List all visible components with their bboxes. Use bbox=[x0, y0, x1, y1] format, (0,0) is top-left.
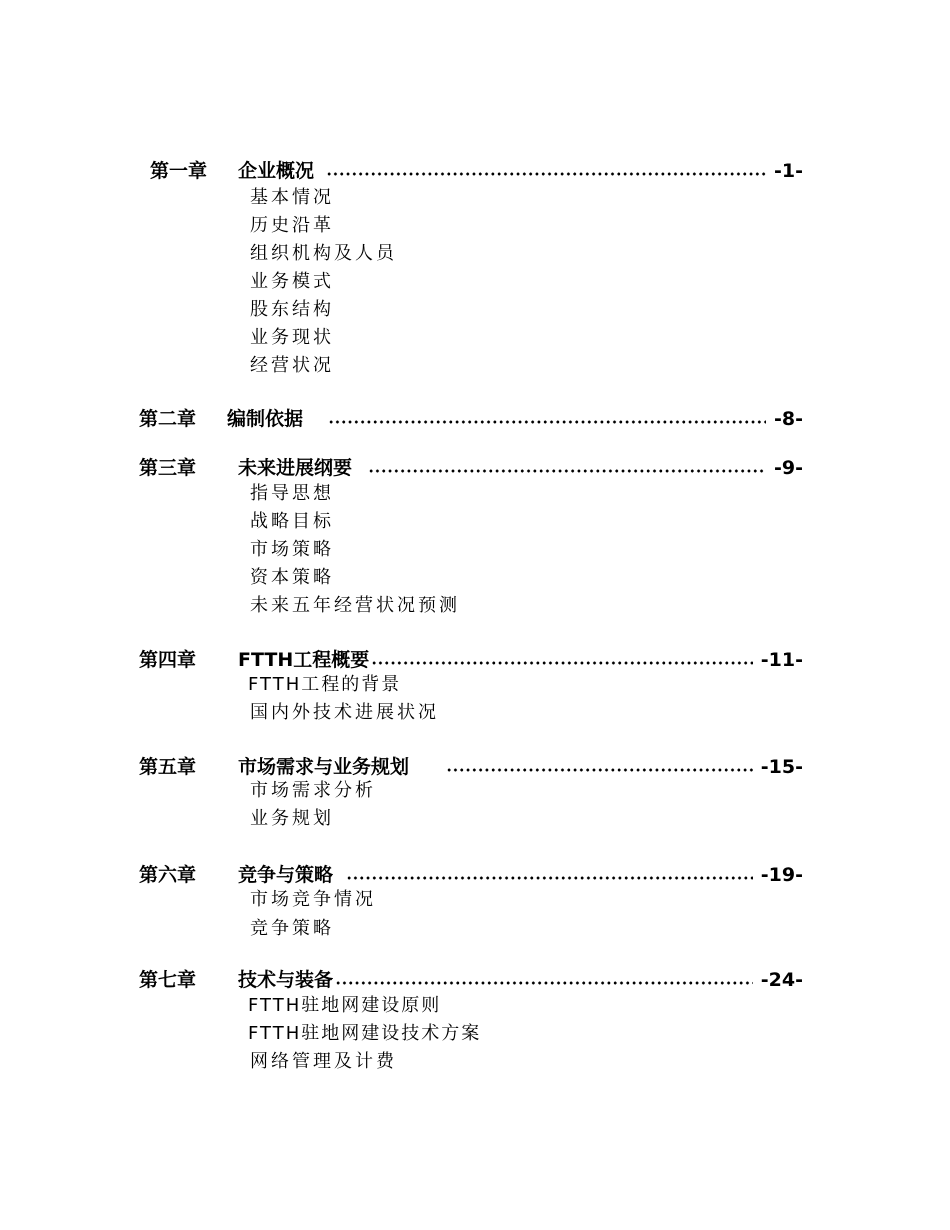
toc-section[interactable]: 业务现状 bbox=[250, 327, 334, 348]
toc-section[interactable]: 指导思想 bbox=[250, 483, 334, 504]
toc-section[interactable]: 经营状况 bbox=[250, 355, 334, 376]
chapter-page-number: -11- bbox=[760, 649, 803, 671]
chapter-title: 竞争与策略 bbox=[238, 864, 334, 886]
toc-section[interactable]: FTTH驻地网建设技术方案 bbox=[248, 1023, 482, 1044]
toc-chapter-1[interactable] bbox=[0, 158, 950, 184]
toc-section[interactable]: 战略目标 bbox=[250, 511, 334, 532]
chapter-number: 第四章 bbox=[139, 649, 197, 671]
toc-section[interactable]: 资本策略 bbox=[250, 567, 334, 588]
toc-section[interactable]: 股东结构 bbox=[250, 299, 334, 320]
toc-section[interactable]: 业务规划 bbox=[250, 808, 334, 829]
chapter-page-number: -24- bbox=[760, 969, 803, 991]
toc-section[interactable]: FTTH驻地网建设原则 bbox=[248, 995, 442, 1016]
chapter-page-number: -1- bbox=[774, 160, 803, 182]
toc-section[interactable]: 业务模式 bbox=[250, 271, 334, 292]
chapter-title: 市场需求与业务规划 bbox=[238, 756, 410, 778]
chapter-page-number: -9- bbox=[774, 457, 803, 479]
toc-section[interactable]: 组织机构及人员 bbox=[250, 243, 397, 264]
toc-chapter-4[interactable] bbox=[0, 647, 950, 673]
chapter-title: 企业概况 bbox=[238, 160, 315, 182]
dot-leader bbox=[328, 406, 766, 432]
chapter-title: 技术与装备 bbox=[238, 969, 334, 991]
chapter-title: 未来进展纲要 bbox=[238, 457, 353, 479]
toc-section[interactable]: FTTH工程的背景 bbox=[248, 674, 402, 695]
chapter-number: 第一章 bbox=[150, 160, 208, 182]
toc-section[interactable]: 竞争策略 bbox=[250, 918, 334, 939]
dot-leader bbox=[326, 158, 766, 184]
toc-chapter-6[interactable] bbox=[0, 862, 950, 888]
dot-leader bbox=[346, 862, 753, 888]
dot-leader bbox=[446, 754, 753, 780]
toc-section[interactable]: 市场需求分析 bbox=[250, 780, 376, 801]
chapter-page-number: -15- bbox=[760, 756, 803, 778]
chapter-number: 第二章 bbox=[139, 408, 197, 430]
toc-section[interactable]: 市场策略 bbox=[250, 539, 334, 560]
chapter-number: 第五章 bbox=[139, 756, 197, 778]
toc-section[interactable]: 国内外技术进展状况 bbox=[250, 702, 439, 723]
dot-leader bbox=[368, 455, 766, 481]
toc-chapter-5[interactable] bbox=[0, 754, 950, 780]
toc-section[interactable]: 历史沿革 bbox=[250, 215, 334, 236]
chapter-number: 第三章 bbox=[139, 457, 197, 479]
toc-chapter-7[interactable] bbox=[0, 967, 950, 993]
chapter-page-number: -19- bbox=[760, 864, 803, 886]
toc-chapter-3[interactable] bbox=[0, 455, 950, 481]
chapter-page-number: -8- bbox=[774, 408, 803, 430]
chapter-title: FTTH工程概要 bbox=[238, 649, 370, 671]
toc-chapter-2[interactable] bbox=[0, 406, 950, 432]
toc-section[interactable]: 未来五年经营状况预测 bbox=[250, 595, 460, 616]
chapter-number: 第七章 bbox=[139, 969, 197, 991]
toc-section[interactable]: 网络管理及计费 bbox=[250, 1051, 397, 1072]
toc-section[interactable]: 市场竞争情况 bbox=[250, 889, 376, 910]
dot-leader bbox=[371, 647, 753, 673]
toc-section[interactable]: 基本情况 bbox=[250, 187, 334, 208]
dot-leader bbox=[335, 967, 753, 993]
chapter-number: 第六章 bbox=[139, 864, 197, 886]
chapter-title: 编制依据 bbox=[227, 408, 304, 430]
